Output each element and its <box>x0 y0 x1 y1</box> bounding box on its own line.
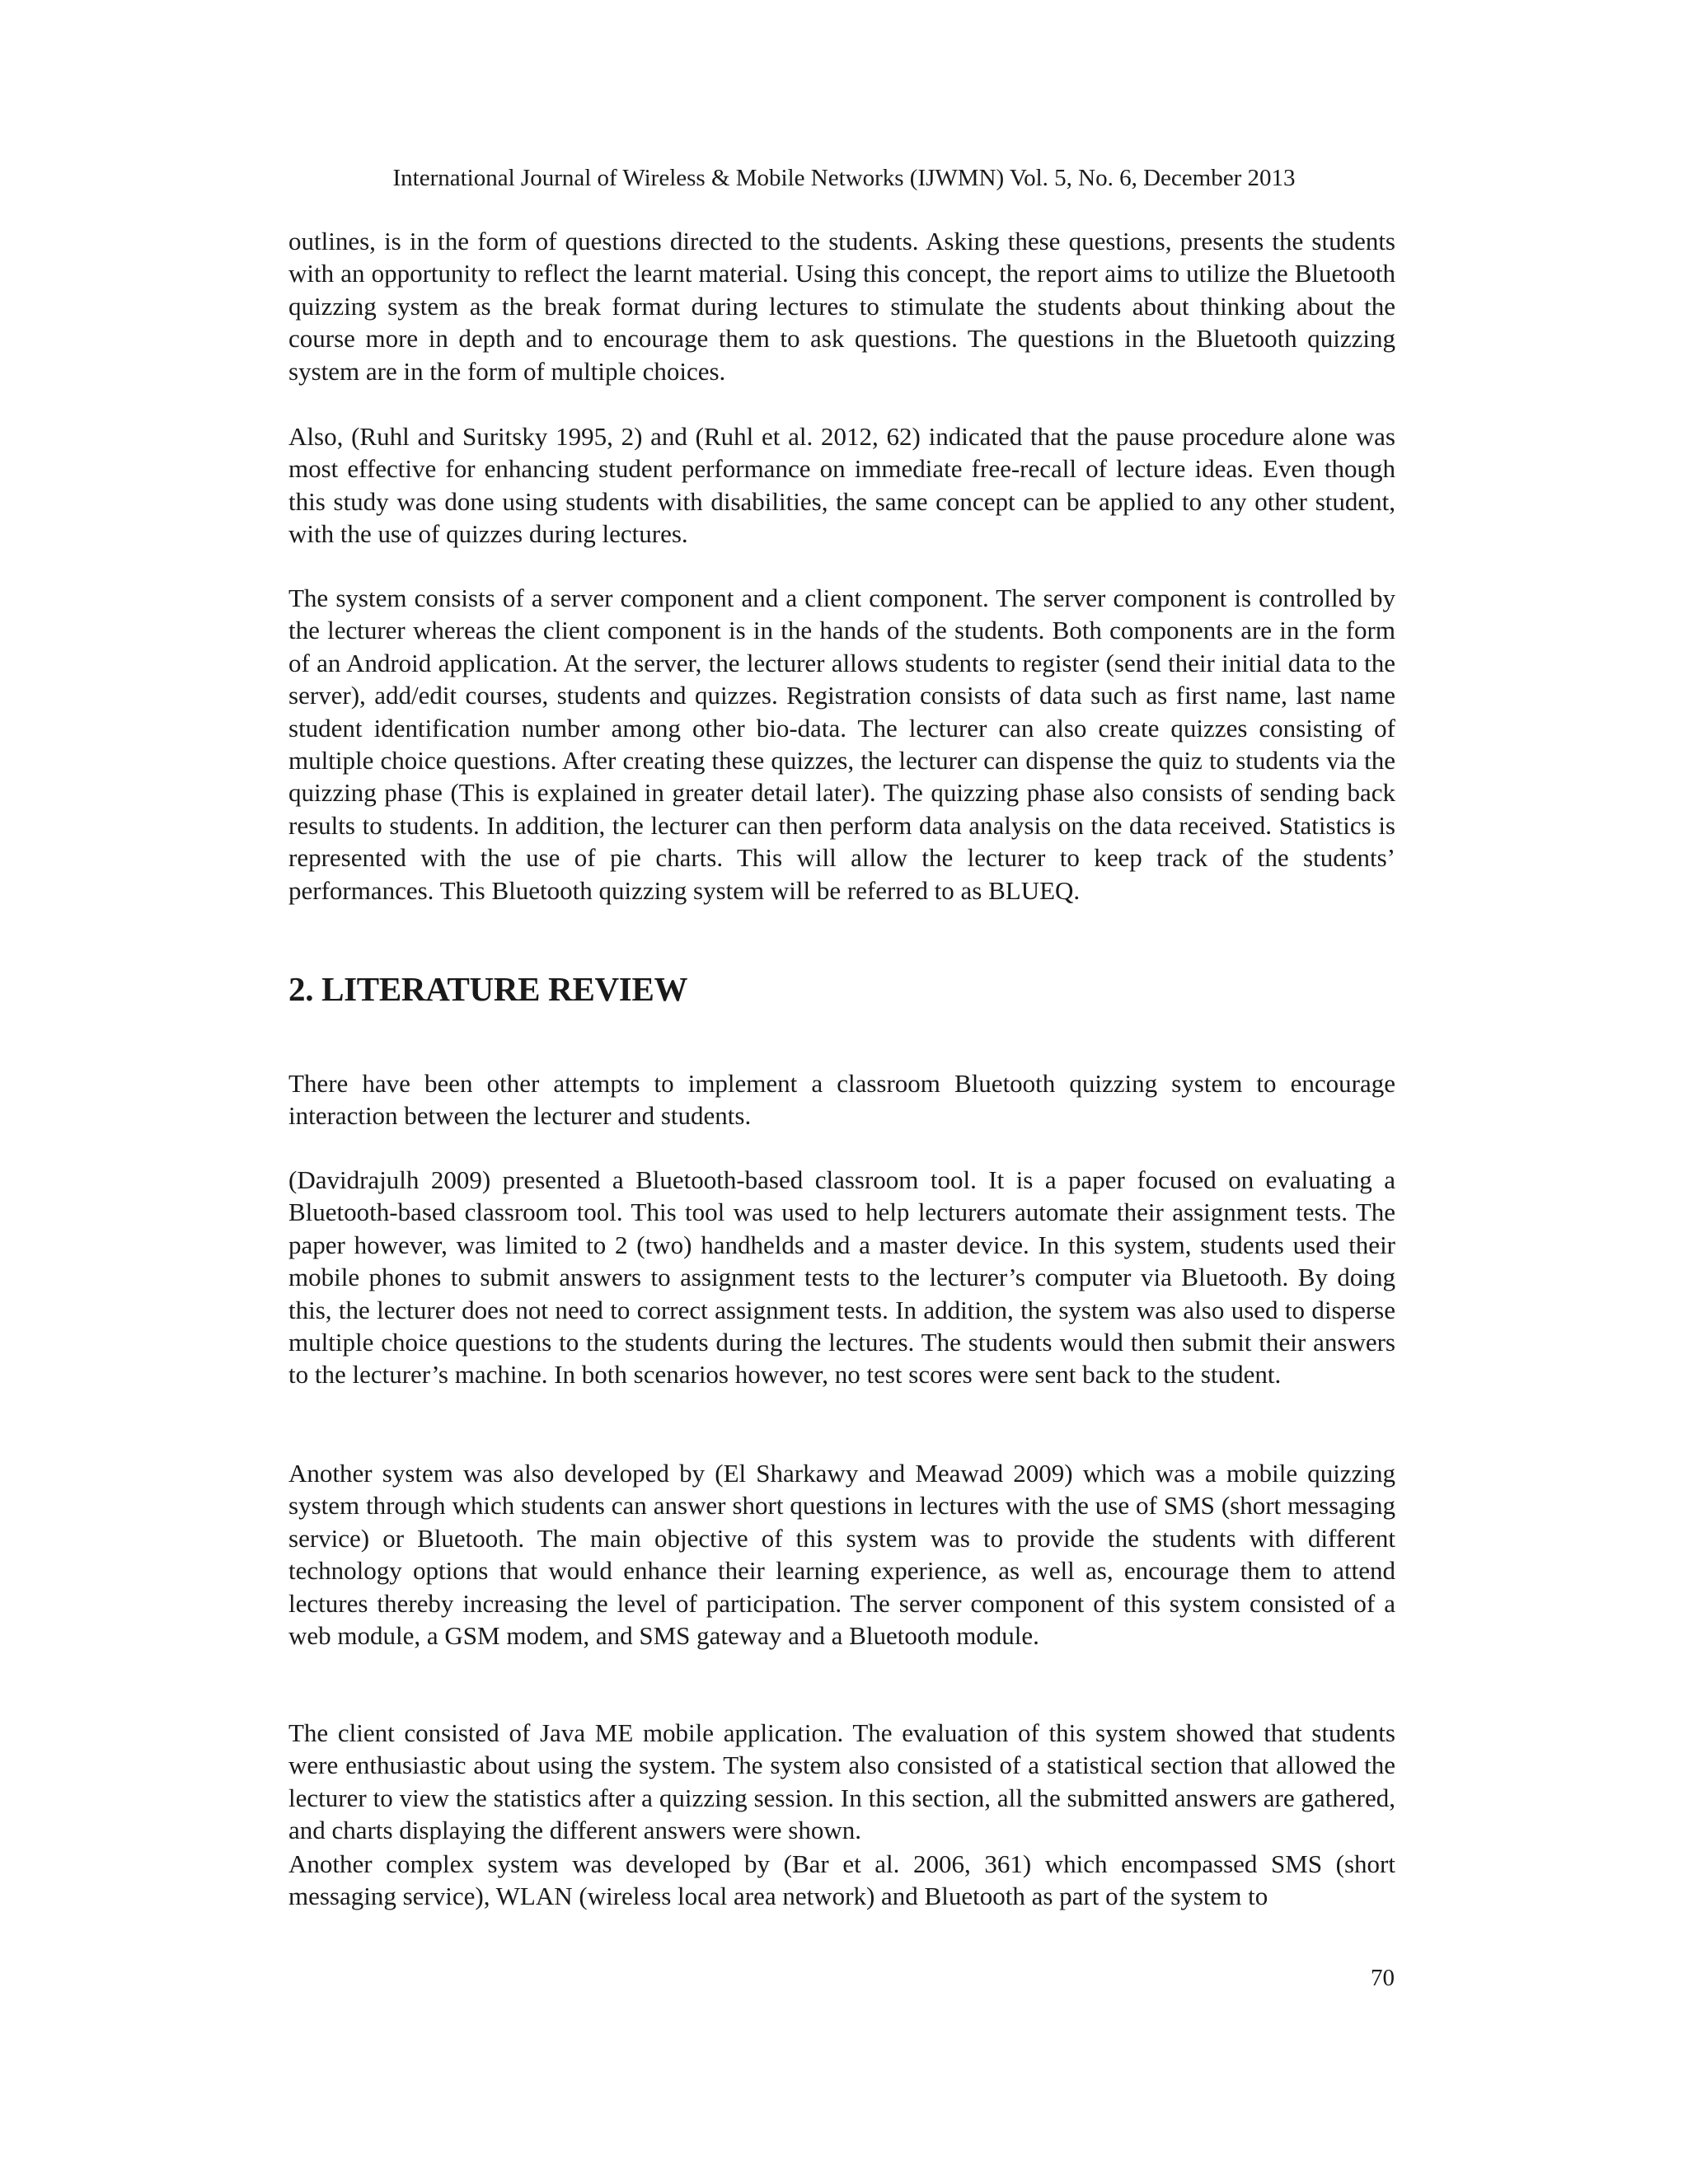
paragraph-1 <box>288 225 1395 387</box>
paragraph-text: outlines, is in the form of questions directed to the students. Asking these questions, presents the students with an opportunity to reflect the learnt material. Using this concept, the report aims to utilize the Bluetooth quizzing system as the break format during lectures to stimulate the students about thinking about the course more in depth and to encourage them to ask questions. The questions in the Bluetooth quizzing system are in the form of multiple choices. <box>288 227 1395 386</box>
section-heading-block <box>288 969 1395 1009</box>
section-paragraph-2 <box>288 1164 1395 1391</box>
paragraph-text: Another complex system was developed by (Bar et al. 2006, 361) which encompassed SMS (short messaging service), WLAN (wireless local area network) and Bluetooth as part of the system to <box>288 1849 1395 1911</box>
section-paragraph-5 <box>288 1848 1395 1913</box>
paragraph-text: The client consisted of Java ME mobile application. The evaluation of this system showed that students were enthusiastic about using the system. The system also consisted of a statistical section that allowed the lecturer to view the statistics after a quizzing session. In this section, all the submitted answers are gathered, and charts displaying the different answers were shown. <box>288 1718 1395 1845</box>
paragraph-3 <box>288 582 1395 907</box>
paragraph-text: The system consists of a server component and a client component. The server component is controlled by the lecturer whereas the client component is in the hands of the students. Both components are in the form of an Android application. At the server, the lecturer allows students to register (send their initial data to the server), add/edit courses, students and quizzes. Registration consists of data such as first name, last name student identification number among other bio-data. The lecturer can also create quizzes consisting of multiple choice questions. After creating these quizzes, the lecturer can dispense the quiz to students via the quizzing phase (This is explained in greater detail later). The quizzing phase also consists of sending back results to students. In addition, the lecturer can then perform data analysis on the data received. Statistics is represented with the use of pie charts. This will allow the lecturer to keep track of the students’ performances. This Bluetooth quizzing system will be referred to as BLUEQ. <box>288 583 1395 905</box>
section-paragraph-4 <box>288 1717 1395 1847</box>
section-paragraph-3 <box>288 1457 1395 1652</box>
page-number: 70 <box>1371 1965 1395 1991</box>
paragraph-text: Another system was also developed by (El Sharkawy and Meawad 2009) which was a mobile quizzing system through which students can answer short questions in lectures with the use of SMS (short messaging service) or Bluetooth. The main objective of this system was to provide the students with different technology options that would enhance their learning experience, as well as, encourage them to attend lectures thereby increasing the level of participation. The server component of this system consisted of a web module, a GSM modem, and SMS gateway and a Bluetooth module. <box>288 1459 1395 1651</box>
section-paragraph-1 <box>288 1067 1395 1132</box>
running-header: International Journal of Wireless & Mobile Networks (IJWMN) Vol. 5, No. 6, December 2013 <box>392 165 1296 191</box>
section-heading: 2. LITERATURE REVIEW <box>288 970 688 1008</box>
paragraph-text: (Davidrajulh 2009) presented a Bluetooth-based classroom tool. It is a paper focused on evaluating a Bluetooth-based classroom tool. This tool was used to help lecturers automate their assignment tests. The paper however, was limited to 2 (two) handhelds and a master device. In this system, students used their mobile phones to submit answers to assignment tests to the lecturer’s computer via Bluetooth. By doing this, the lecturer does not need to correct assignment tests. In addition, the system was also used to disperse multiple choice questions to the students during the lectures. The students would then submit their answers to the lecturer’s machine. In both scenarios however, no test scores were sent back to the student. <box>288 1165 1395 1390</box>
paragraph-text: Also, (Ruhl and Suritsky 1995, 2) and (Ruhl et al. 2012, 62) indicated that the pause procedure alone was most effective for enhancing student performance on immediate free-recall of lecture ideas. Even though this study was done using students with disabilities, the same concept can be applied to any other student, with the use of quizzes during lectures. <box>288 422 1395 549</box>
paragraph-text: There have been other attempts to implement a classroom Bluetooth quizzing system to encourage interaction between the lecturer and students. <box>288 1069 1395 1131</box>
paragraph-2 <box>288 420 1395 551</box>
